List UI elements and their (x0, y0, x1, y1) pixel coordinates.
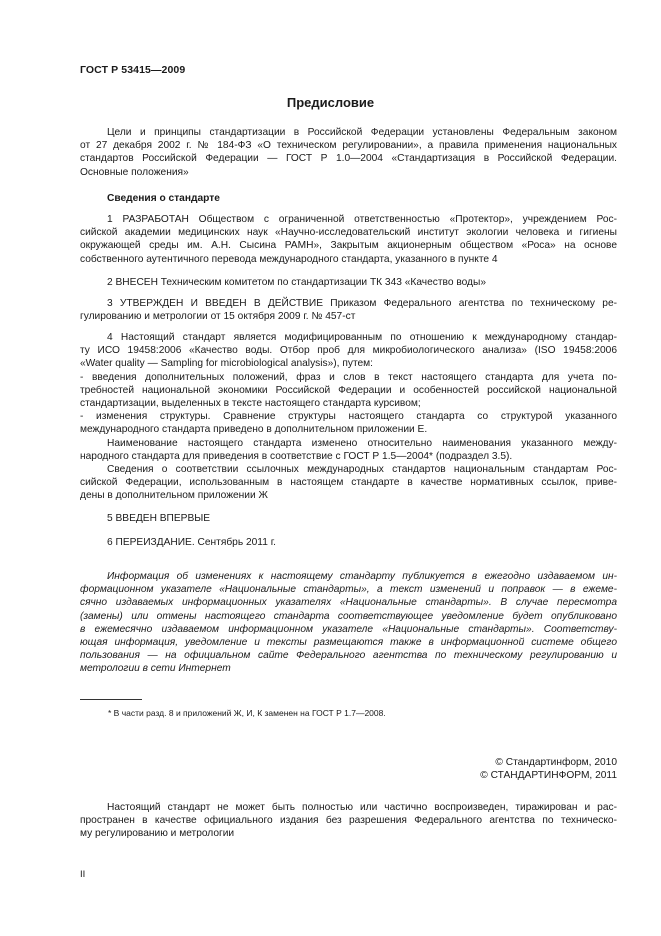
text-line: (замены) или отмены настоящего стандарта соответствующее уведомление будет опубликовано (80, 610, 617, 622)
text-line: 6 ПЕРЕИЗДАНИЕ. Сентябрь 2011 г. (107, 537, 277, 548)
text-line: 2 ВНЕСЕН Техническим комитетом по стандартизации ТК 343 «Качество воды» (107, 277, 486, 288)
text-line: «Water quality — Sampling for microbiological analysis»), путем: (80, 358, 373, 370)
item-1-developed (80, 213, 617, 266)
text-line: - изменения структуры. Сравнение структуры настоящего стандарта со структурой указанного (80, 411, 617, 423)
text-line: сийской академии медицинских наук «Научно-исследовательский институт экологии человека и гигиены (80, 227, 617, 239)
text-line: дены в дополнительном приложении Ж (80, 490, 268, 502)
text-line: 1 РАЗРАБОТАН Обществом с ограниченной ответственностью «Протектор», учреждением Рос- (107, 214, 617, 225)
section-heading (80, 192, 617, 205)
item-6-reissue (80, 536, 617, 549)
text-line: собственного аутентичного перевода международного стандарта, указанного в пункте 4 (80, 253, 498, 265)
text-line: стандартизации, выделенных в тексте настоящего стандарта курсивом; (80, 398, 421, 410)
document-code: ГОСТ Р 53415—2009 (80, 64, 186, 76)
text-line: Настоящий стандарт не может быть полностью или частично воспроизведен, тиражирован и рас- (107, 802, 617, 813)
text-line: 5 ВВЕДЕН ВПЕРВЫЕ (107, 513, 211, 524)
text-line: Цели и принципы стандартизации в Российской Федерации установлены Федеральным законом (107, 127, 617, 138)
text-line: Основные положения» (80, 166, 189, 178)
text-line: 4 Настоящий стандарт является модифицированным по отношению к международному стандар- (107, 332, 617, 343)
text-line: от 27 декабря 2002 г. № 184-ФЗ «О техническом регулировании», а правила применения национальных (80, 140, 617, 152)
item-4-modified-standard (80, 331, 617, 503)
copyright-block (380, 756, 617, 782)
text-line: ющая информация, уведомление и тексты размещаются также в информационной системе общего (80, 637, 617, 649)
text-line: в ежемесячно издаваемом информационном указателе «Национальные стандарты». Соответству- (80, 623, 617, 635)
changes-notice (80, 570, 617, 676)
text-line: гулированию и метрологии от 15 октября 2009 г. № 457-ст (80, 311, 356, 323)
page-number: II (80, 869, 86, 880)
text-line: народного стандарта для приведения в соответствие с ГОСТ Р 1.5—2004* (подраздел 3.5). (80, 450, 513, 462)
text-line: му регулированию и метрологии (80, 828, 235, 840)
text-line: метрологии в сети Интернет (80, 663, 231, 675)
footnote: * В части разд. 8 и приложений Ж, И, К заменен на ГОСТ Р 1.7—2008. (108, 708, 386, 718)
standard-info-heading: Сведения о стандарте (107, 193, 220, 204)
item-5-first-introduced (80, 512, 617, 525)
item-2-introduced (80, 276, 617, 289)
text-line: ту ИСО 19458:2006 «Качество воды. Отбор проб для микробиологического анализа» (ISO 19458:2006 (80, 345, 617, 357)
text-line: - введения дополнительных положений, фраз и слов в текст настоящего стандарта для учета по- (80, 371, 617, 383)
item-3-approved (80, 297, 617, 323)
copyright-line: © Стандартинформ, 2010 (495, 757, 617, 768)
text-line: сячно издаваемых информационных указателях «Национальные стандарты». В случае пересмотра (80, 597, 617, 609)
text-line: формационном указателе «Национальные стандарты», а текст изменений и поправок — в ежеме- (80, 584, 617, 596)
text-line: пространен в качестве официального издания без разрешения Федерального агентства по техническо- (80, 815, 617, 827)
text-line: международного стандарта приведено в дополнительном приложении Е. (80, 424, 428, 436)
reproduction-notice (80, 801, 617, 841)
text-line: Наименование настоящего стандарта изменено относительно наименования указанного между- (107, 437, 617, 449)
text-line: Информация об изменениях к настоящему стандарту публикуется в ежегодно издаваемом ин- (107, 571, 617, 582)
text-line: пользования — на официальном сайте Федерального агентства по техническому регулированию и (80, 650, 617, 662)
text-line: Сведения о соответствии ссылочных международных стандартов национальным стандартам Рос- (107, 464, 617, 476)
footnote-divider (80, 699, 142, 700)
text-line: требностей национальной экономики Российской Федерации и особенностей российской национальной (80, 384, 617, 396)
text-line: сийской Федерации, использованным в настоящем стандарте в качестве нормативных ссылок, приве- (80, 477, 617, 489)
text-line: 3 УТВЕРЖДЕН И ВВЕДЕН В ДЕЙСТВИЕ Приказом Федерального агентства по техническому ре- (107, 298, 617, 309)
text-line: окружающей среды им. А.Н. Сысина РАМН», Закрытым акционерным обществом «Роса» на основе (80, 240, 617, 252)
intro-paragraph (80, 126, 617, 179)
copyright-line: © СТАНДАРТИНФОРМ, 2011 (480, 770, 617, 782)
text-line: стандартов Российской Федерации — ГОСТ Р 1.0—2004 «Стандартизация в Российской Федерации. (80, 153, 617, 165)
page-title: Предисловие (286, 95, 375, 110)
